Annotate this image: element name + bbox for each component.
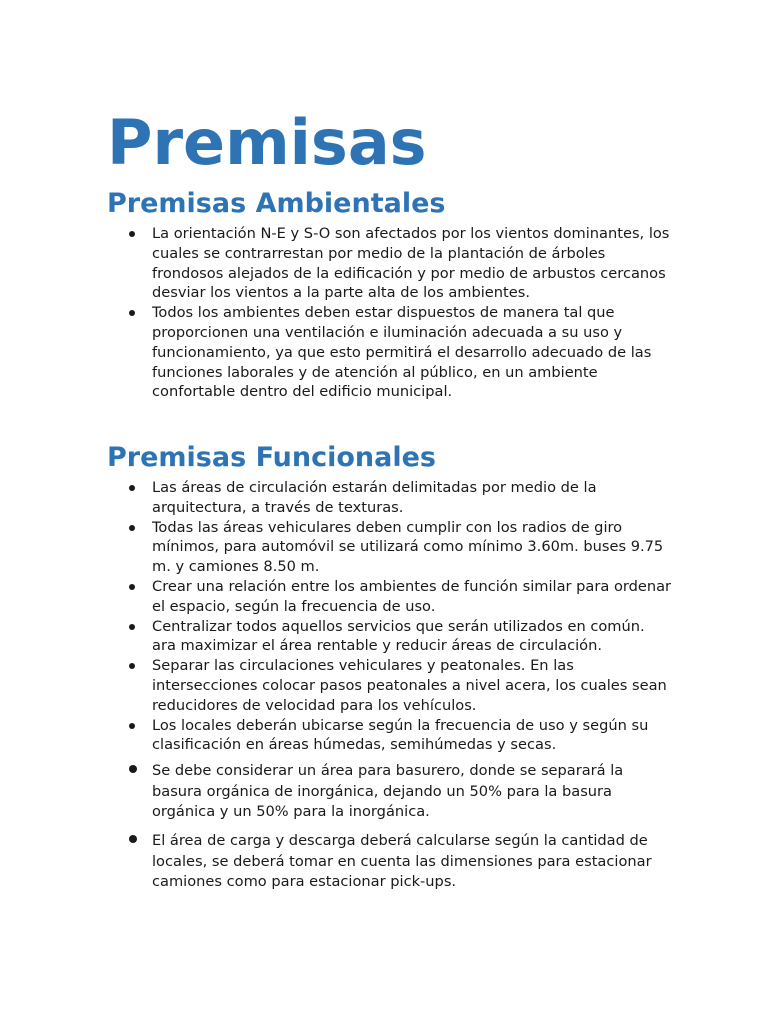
bullet-icon bbox=[129, 584, 135, 590]
list-item-text: Crear una relación entre los ambientes de función similar para ordenar el espacio, según la frecuencia de uso. bbox=[152, 577, 672, 615]
document-title: Premisas bbox=[107, 106, 427, 179]
bullet-icon bbox=[129, 723, 135, 729]
list-item-text: Se debe considerar un área para basurero, donde se separará la basura orgánica de inorgánica, dejando un 50% para la basura orgánica y un 50% para la inorgánica. bbox=[152, 762, 624, 821]
bullet-icon bbox=[129, 765, 137, 773]
list-item bbox=[0, 656, 768, 715]
list-item bbox=[0, 716, 768, 756]
bullet-icon bbox=[129, 663, 135, 669]
list-item bbox=[0, 577, 768, 617]
list-item bbox=[0, 761, 768, 823]
bullet-icon bbox=[129, 231, 135, 237]
bullet-icon bbox=[129, 310, 135, 316]
list-item-text: Centralizar todos aquellos servicios que serán utilizados en común. ara maximizar el área rentable y reducir áreas de circulación. bbox=[152, 617, 645, 655]
list-item bbox=[0, 478, 768, 518]
list-item bbox=[0, 303, 768, 402]
section-heading-ambientales: Premisas Ambientales bbox=[107, 188, 446, 219]
bullet-icon bbox=[129, 485, 135, 491]
list-item-text: Separar las circulaciones vehiculares y peatonales. En las intersecciones colocar pasos peatonales a nivel acera, los cuales sean reducidores de velocidad para los vehículos. bbox=[152, 657, 667, 714]
bullet-icon bbox=[129, 624, 135, 630]
list-item-text: Los locales deberán ubicarse según la frecuencia de uso y según su clasificación en áreas húmedas, semihúmedas y secas. bbox=[152, 716, 649, 754]
bullet-list-ambientales bbox=[0, 224, 768, 402]
bullet-list-funcionales bbox=[0, 478, 768, 893]
list-item bbox=[0, 224, 768, 303]
bullet-icon bbox=[129, 835, 137, 843]
list-item-text: El área de carga y descarga deberá calcularse según la cantidad de locales, se deberá tomar en cuenta las dimensiones para estacionar camiones como para estacionar pick-ups. bbox=[152, 831, 652, 891]
list-item-text: Todas las áreas vehiculares deben cumplir con los radios de giro mínimos, para automóvil se utilizará como mínimo 3.60m. buses 9.75 m. y camiones 8.50 m. bbox=[152, 518, 664, 576]
list-item bbox=[0, 831, 768, 893]
list-item bbox=[0, 617, 768, 657]
list-item-text: La orientación N-E y S-O son afectados por los vientos dominantes, los cuales se contrarrestan por medio de la plantación de árboles frondosos alejados de la edificación y por medio de arbustos cercanos desviar los vientos a la parte alta de los ambientes. bbox=[152, 225, 670, 302]
bullet-icon bbox=[129, 525, 135, 531]
list-item-text: Las áreas de circulación estarán delimitadas por medio de la arquitectura, a través de texturas. bbox=[152, 479, 597, 516]
list-item-text: Todos los ambientes deben estar dispuestos de manera tal que proporcionen una ventilación e iluminación adecuada a su uso y funcionamiento, ya que esto permitirá el desarrollo adecuado de las funciones laborales y de atención al público, en un ambiente confortable dentro del edificio municipal. bbox=[152, 304, 652, 401]
section-heading-funcionales: Premisas Funcionales bbox=[107, 442, 436, 473]
list-item bbox=[0, 518, 768, 577]
